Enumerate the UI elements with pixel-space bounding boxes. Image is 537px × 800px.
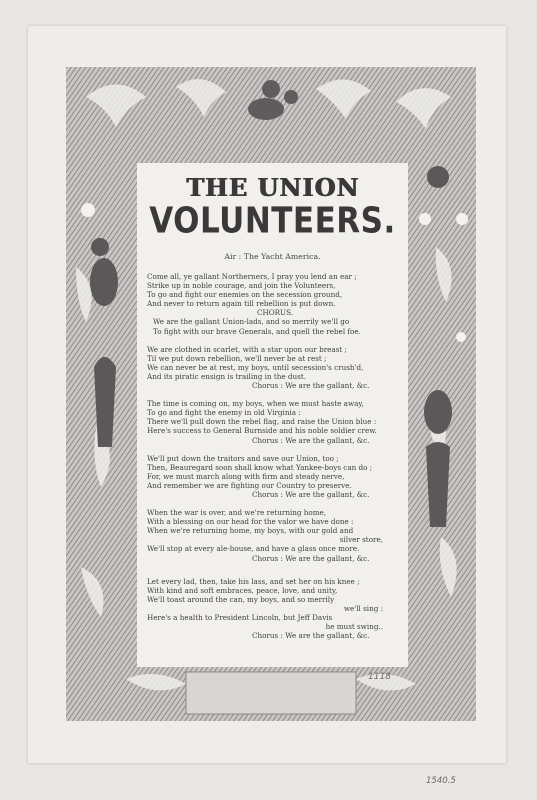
chorus-reference: Chorus : We are the gallant, &c.	[252, 381, 370, 391]
verse-line: When the war is over, and we're returning home,	[147, 508, 327, 518]
chorus-reference: Chorus : We are the gallant, &c.	[252, 553, 370, 563]
verse-line: We can never be at rest, my boys, until secession's crush'd,	[147, 362, 364, 372]
verse-line-continuation: silver store,	[339, 535, 383, 545]
chorus-line: We are the gallant Union-lads, and so merrily we'll go	[153, 317, 350, 327]
title-line-1: THE UNION	[185, 173, 360, 202]
verse-line: For, we must march along with firm and steady nerve,	[147, 471, 345, 481]
chorus-reference: Chorus : We are the gallant, &c.	[252, 631, 370, 641]
verse-line: Here's success to General Burnside and his noble soldier crew.	[147, 426, 377, 436]
verse-line: And its piratic ensign is trailing in the dust.	[147, 371, 307, 381]
verse-line: Let every lad, then, take his lass, and set her on his knee ;	[147, 576, 360, 586]
verse-line: We'll stop at every ale-house, and have a glass once more.	[147, 544, 360, 554]
text-panel	[137, 163, 408, 667]
verse-line: The time is coming on, my boys, when we must haste away,	[147, 399, 364, 409]
verse-line: With a blessing on our head for the valor we have done :	[147, 517, 354, 527]
stanza-4	[147, 454, 403, 499]
verse-line: And never to return again till rebellion is put down.	[147, 299, 336, 309]
verse-line-continuation: we'll sing :	[343, 603, 383, 613]
verse-line: Then, Beauregard soon shall know what Yankee-boys can do ;	[147, 462, 373, 472]
verse-line: We are clothed in scarlet, with a star upon our breast ;	[147, 344, 347, 354]
chorus-reference: Chorus : We are the gallant, &c.	[252, 489, 370, 499]
air-subtitle: Air : The Yacht America.	[224, 252, 321, 261]
verse-line: We'll toast around the can, my boys, and so merrily	[147, 594, 335, 604]
verses	[147, 272, 403, 649]
stanza-2	[147, 345, 403, 390]
verse-line: Strike up in noble courage, and join the Volunteers,	[147, 281, 336, 291]
verse-line: When we're returning home, my boys, with our gold and	[147, 526, 354, 536]
stanza-3	[147, 399, 403, 444]
verse-line: Here's a health to President Lincoln, but Jeff Davis	[147, 613, 333, 622]
verse-line: And remember we are fighting our Country to preserve.	[147, 480, 352, 490]
title-line-2: VOLUNTEERS.	[149, 200, 396, 242]
verse-line-continuation: he must swing..	[325, 622, 383, 632]
handwritten-number: 1118	[368, 672, 391, 682]
verse-line: To go and fight our enemies on the secession ground,	[147, 290, 343, 300]
stanza-1	[147, 272, 403, 336]
chorus-heading: CHORUS.	[256, 308, 294, 318]
catalog-number: 1540.5	[426, 776, 456, 786]
verse-line: To go and fight the enemy in old Virginia :	[147, 408, 301, 418]
verse-line: There we'll pull down the rebel flag, and raise the Union blue :	[147, 417, 377, 427]
chorus-line: To fight with our brave Generals, and quell the rebel foe.	[153, 326, 361, 336]
stanza-6	[147, 577, 403, 641]
stanza-5	[147, 508, 403, 563]
verse-line: Til we put down rebellion, we'll never be at rest ;	[147, 353, 327, 363]
verse-line: Come all, ye gallant Northerners, I pray you lend an ear ;	[147, 272, 357, 281]
verse-line: We'll put down the traitors and save our Union, too ;	[147, 453, 339, 463]
verse-line: With kind and soft embraces, peace, love, and unity,	[147, 585, 338, 595]
chorus-reference: Chorus : We are the gallant, &c.	[252, 435, 370, 445]
